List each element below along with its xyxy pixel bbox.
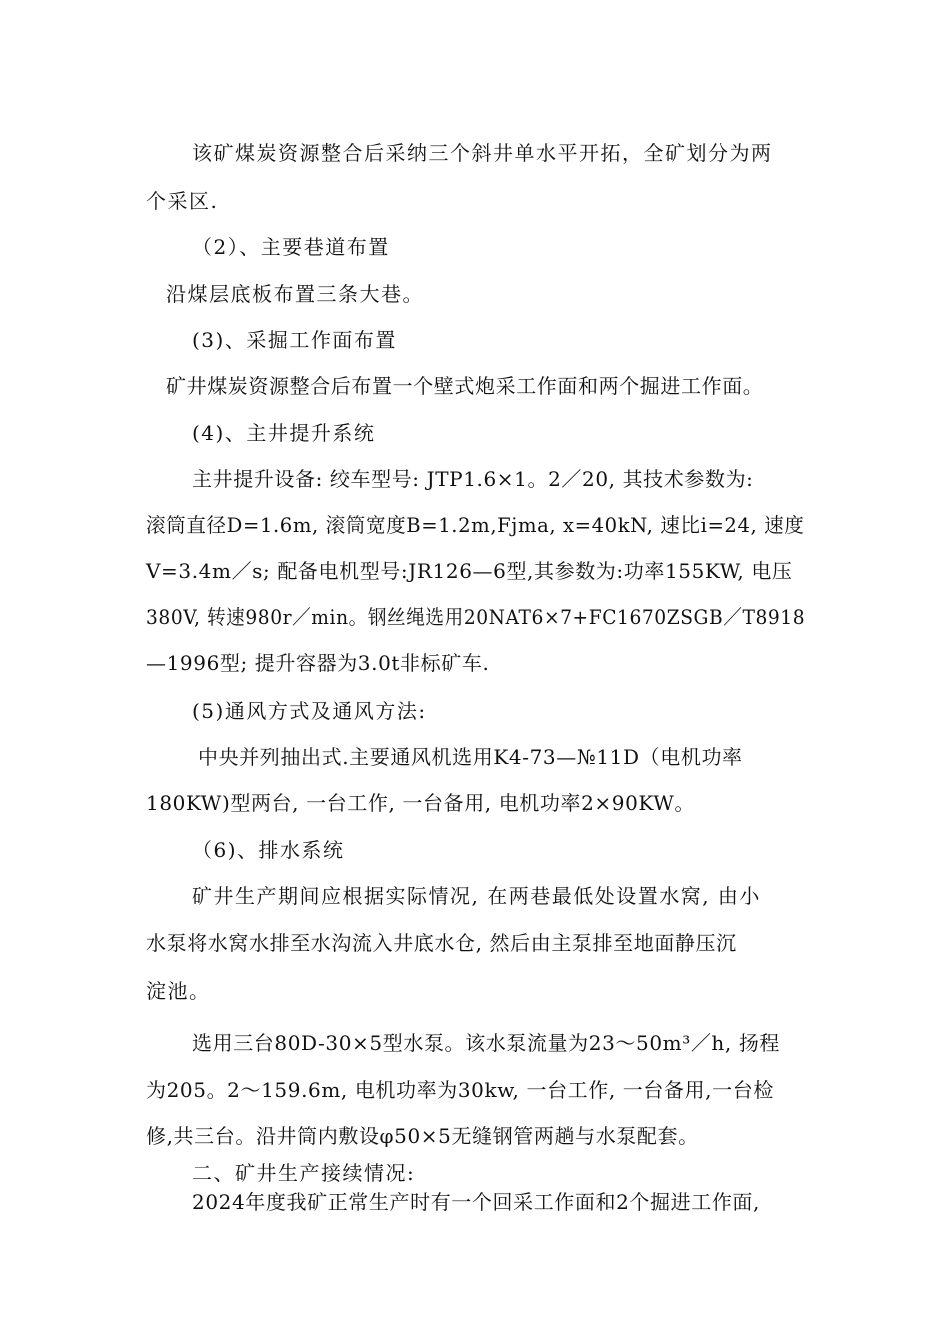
text-line: 180KW)型两台, 一台工作, 一台备用, 电机功率2×90KW。 <box>146 791 696 815</box>
text-line: 中央并列抽出式.主要通风机选用K4-73—№11D（电机功率 <box>198 745 743 769</box>
text-line: 淀池。 <box>146 979 211 1003</box>
text-line: 修,共三台。沿井筒内敷设φ50×5无缝钢管两趟与水泵配套。 <box>146 1124 699 1148</box>
text-line: 为205。2～159.6m, 电机功率为30kw, 一台工作, 一台备用,一台检 <box>146 1078 774 1102</box>
section-heading: (5)通风方式及通风方法: <box>192 699 427 723</box>
text-line: 2024年度我矿正常生产时有一个回采工作面和2个掘进工作面, <box>192 1190 760 1214</box>
section-heading: (3)、采掘工作面布置 <box>192 328 397 352</box>
section-heading: （6)、排水系统 <box>192 838 345 862</box>
text-line: 沿煤层底板布置三条大巷。 <box>166 282 424 306</box>
section-heading: 二、矿井生产接续情况: <box>192 1161 416 1185</box>
section-heading: （2）、主要巷道布置 <box>192 235 390 259</box>
text-line: 矿井煤炭资源整合后布置一个壁式炮采工作面和两个掘进工作面。 <box>166 374 764 398</box>
text-line: 选用三台80D-30×5型水泵。该水泵流量为23～50m³／h, 扬程 <box>192 1031 781 1055</box>
text-line: 主井提升设备: 绞车型号: JTP1.6×1。2／20, 其技术参数为: <box>192 467 754 491</box>
text-line: —1996型; 提升容器为3.0t非标矿车. <box>146 651 490 675</box>
text-line: 滚筒直径D=1.6m, 滚筒宽度B=1.2m,Fjma, x=40kN, 速比i=24, 速度 <box>146 513 805 537</box>
text-line: 水泵将水窝水排至水沟流入井底水仓, 然后由主泵排至地面静压沉 <box>146 931 737 955</box>
text-line: 该矿煤炭资源整合后采纳三个斜井单水平开拓，全矿划分为两 <box>192 141 773 165</box>
section-heading: (4)、主井提升系统 <box>192 421 376 445</box>
text-line: 矿井生产期间应根据实际情况, 在两巷最低处设置水窝, 由小 <box>192 884 761 908</box>
text-line: 个采区. <box>146 189 219 213</box>
text-line: 380V, 转速980r／min。钢丝绳选用20NAT6×7+FC1670ZSGB／T8918 <box>146 605 806 629</box>
text-line: V=3.4m／s; 配备电机型号:JR126—6型,其参数为:功率155KW, 电压 <box>146 559 793 583</box>
